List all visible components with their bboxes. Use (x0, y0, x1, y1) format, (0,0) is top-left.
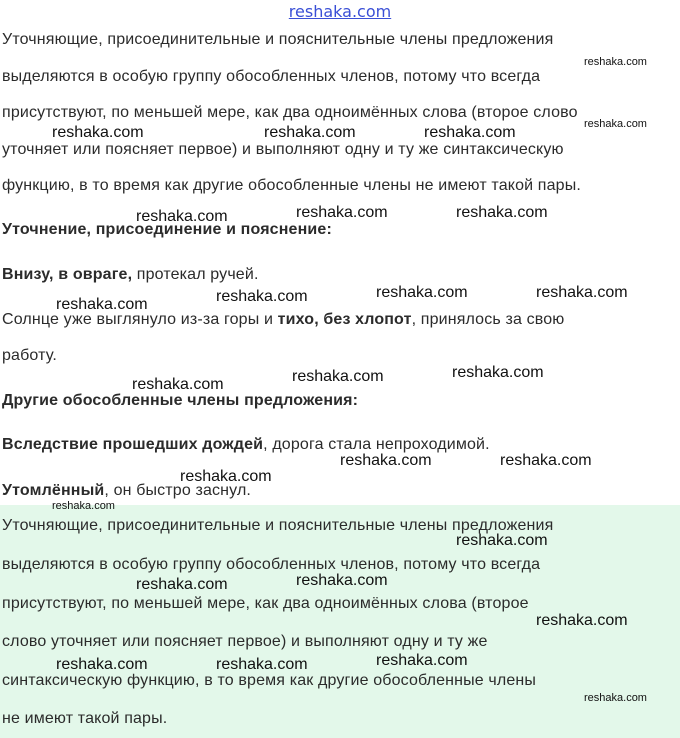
watermark: reshaka.com (136, 208, 228, 225)
watermark: reshaka.com (292, 368, 384, 385)
watermark: reshaka.com (216, 656, 308, 673)
example-3-text: , дорога стала непроходимой. (263, 436, 490, 453)
example-4 (2, 482, 251, 500)
example-2 (2, 311, 564, 329)
example-4-text: , он быстро заснул. (104, 482, 252, 499)
heading-other: Другие обособленные члены предложения: (2, 392, 359, 409)
watermark: reshaka.com (56, 656, 148, 673)
answer-line-5: синтаксическую функцию, в то время как другие обособленные члены (2, 672, 537, 689)
theory-line-1: Уточняющие, присоединительные и пояснительные члены предложения (2, 31, 554, 48)
watermark: reshaka.com (536, 284, 628, 301)
example-1-text: протекал ручей. (132, 266, 259, 283)
watermark: reshaka.com (456, 204, 548, 221)
example-2-start: Солнце уже выглянуло из-за горы и (2, 311, 278, 328)
theory-line-4: уточняет или поясняет первое) и выполняют одну и ту же синтаксическую (2, 141, 564, 158)
answer-line-2: выделяются в особую группу обособленных членов, потому что всегда (2, 556, 541, 573)
example-2-bold: тихо, без хлопот (277, 311, 412, 328)
watermark: reshaka.com (376, 652, 468, 669)
example-3-bold: Вследствие прошедших дождей (2, 436, 264, 453)
watermark: reshaka.com (296, 572, 388, 589)
answer-box (0, 505, 680, 738)
watermark: reshaka.com (296, 204, 388, 221)
theory-line-5: функцию, в то время как другие обособленные члены не имеют такой пары. (2, 177, 581, 194)
watermark: reshaka.com (584, 118, 647, 130)
site-link[interactable]: reshaka.com (288, 2, 392, 21)
example-2-continuation: работу. (2, 347, 57, 364)
watermark: reshaka.com (376, 284, 468, 301)
theory-line-2: выделяются в особую группу обособленных членов, потому что всегда (2, 68, 541, 85)
answer-line-4: слово уточняет или поясняет первое) и выполняют одну и ту же (2, 633, 488, 650)
watermark: reshaka.com (500, 452, 592, 469)
example-1-bold: Внизу, в овраге, (2, 266, 133, 283)
watermark: reshaka.com (584, 692, 647, 704)
watermark: reshaka.com (52, 500, 115, 512)
watermark: reshaka.com (52, 124, 144, 141)
answer-line-1: Уточняющие, присоединительные и пояснительные члены предложения (2, 517, 554, 534)
example-1 (2, 266, 259, 284)
watermark: reshaka.com (452, 364, 544, 381)
example-4-bold: Утомлённый (2, 482, 105, 499)
watermark: reshaka.com (132, 376, 224, 393)
watermark: reshaka.com (264, 124, 356, 141)
watermark: reshaka.com (456, 532, 548, 549)
watermark: reshaka.com (536, 612, 628, 629)
watermark: reshaka.com (424, 124, 516, 141)
answer-line-6: не имеют такой пары. (2, 710, 168, 727)
watermark: reshaka.com (136, 576, 228, 593)
watermark: reshaka.com (584, 56, 647, 68)
example-3 (2, 436, 490, 454)
answer-line-3: присутствуют, по меньшей мере, как два одноимённых слова (второе (2, 595, 529, 612)
watermark: reshaka.com (216, 288, 308, 305)
example-2-end: , принялось за свою (411, 311, 565, 328)
heading-clarification: Уточнение, присоединение и пояснение: (2, 221, 332, 238)
watermark: reshaka.com (180, 468, 272, 485)
watermark: reshaka.com (340, 452, 432, 469)
watermark: reshaka.com (56, 296, 148, 313)
theory-line-3: присутствуют, по меньшей мере, как два одноимённых слова (второе слово (2, 104, 578, 121)
